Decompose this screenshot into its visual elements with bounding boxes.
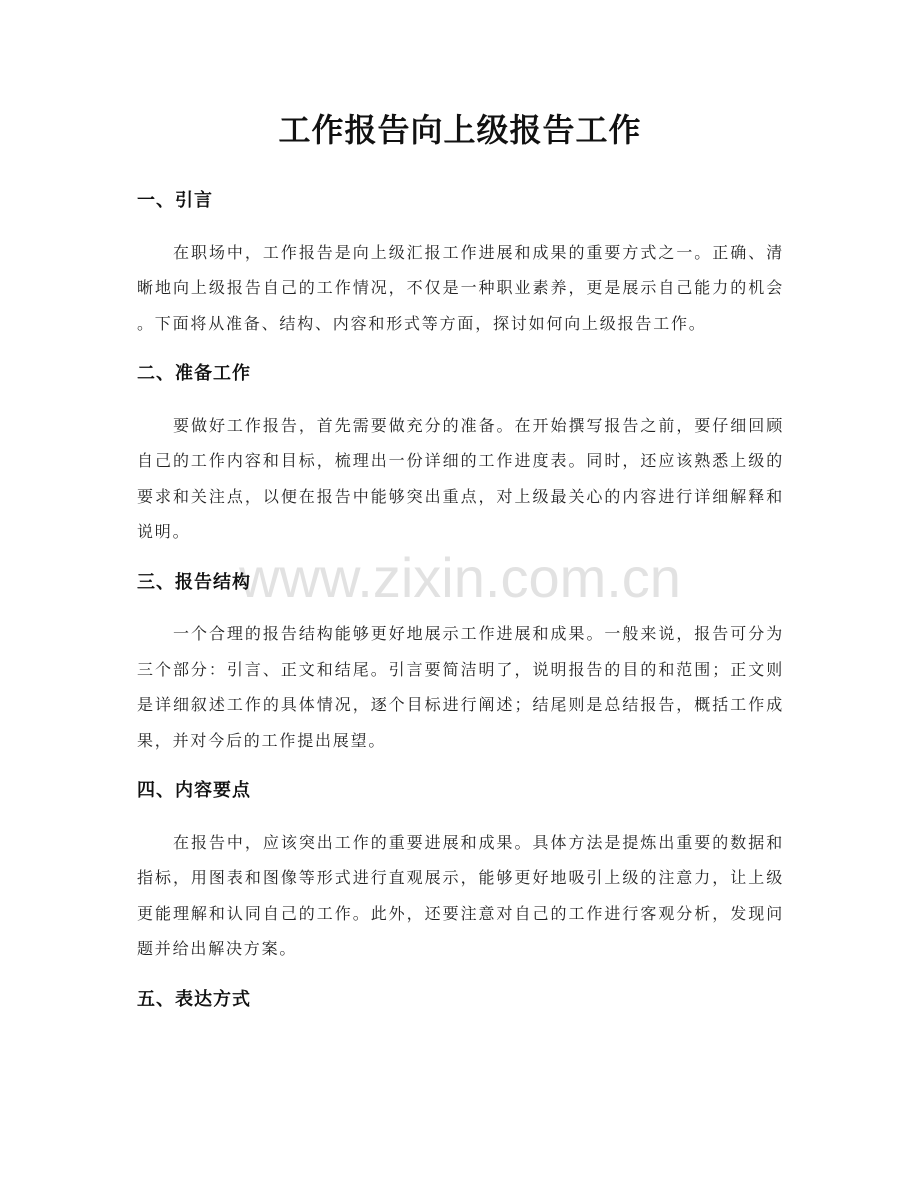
paragraph-line: 在报告中，应该突出工作的重要进展和成果。具体方法是提炼出重要的数据和: [173, 832, 784, 852]
section-introduction: [137, 183, 784, 341]
paragraph-line: 果，并对今后的工作提出展望。: [137, 730, 387, 750]
section-preparation: [137, 356, 784, 550]
paragraph-line: 。下面将从准备、结构、内容和形式等方面，探讨如何向上级报告工作。: [137, 313, 707, 333]
paragraph-line: 三个部分：引言、正文和结尾。引言要简洁明了，说明报告的目的和范围；正文则: [137, 659, 784, 679]
section-report-structure: [137, 565, 784, 759]
section-heading: 二、准备工作: [137, 363, 251, 384]
paragraph-line: 是详细叙述工作的具体情况，逐个目标进行阐述；结尾则是总结报告，概括工作成: [137, 695, 784, 714]
paragraph-line: 在职场中，工作报告是向上级汇报工作进展和成果的重要方式之一。正确、清: [173, 242, 784, 262]
paragraph-line: 晰地向上级报告自己的工作情况，不仅是一种职业素养，更是展示自己能力的机会: [137, 278, 784, 297]
paragraph-line: 一个合理的报告结构能够更好地展示工作进展和成果。一般来说，报告可分为: [173, 624, 784, 643]
section-heading: 一、引言: [137, 190, 213, 211]
paragraph: [137, 408, 784, 550]
paragraph-line: 说明。: [137, 522, 191, 541]
watermark: www.zixin.com.cn: [239, 546, 681, 609]
paragraph-line: 指标，用图表和图像等形式进行直观展示，能够更好地吸引上级的注意力，让上级: [137, 868, 784, 887]
paragraph: [137, 825, 784, 967]
section-expression: [137, 982, 784, 1018]
section-heading: 五、表达方式: [137, 988, 251, 1010]
paragraph-line: 要做好工作报告，首先需要做充分的准备。在开始撰写报告之前，要仔细回顾: [173, 415, 784, 435]
paragraph-line: 自己的工作内容和目标，梳理出一份详细的工作进度表。同时，还应该熟悉上级的: [137, 451, 784, 470]
section-heading: 四、内容要点: [137, 780, 251, 801]
paragraph: [137, 235, 784, 342]
paragraph-line: 题并给出解决方案。: [137, 939, 298, 958]
paragraph: [137, 616, 784, 758]
paragraph-line: 更能理解和认同自己的工作。此外，还要注意对自己的工作进行客观分析，发现问: [137, 903, 784, 923]
section-content-points: [137, 773, 784, 967]
section-heading: 三、报告结构: [137, 571, 251, 593]
document-body: [137, 183, 784, 1033]
document-title: 工作报告向上级报告工作: [278, 111, 642, 149]
paragraph-line: 要求和关注点，以便在报告中能够突出重点，对上级最关心的内容进行详细解释和: [137, 486, 784, 506]
